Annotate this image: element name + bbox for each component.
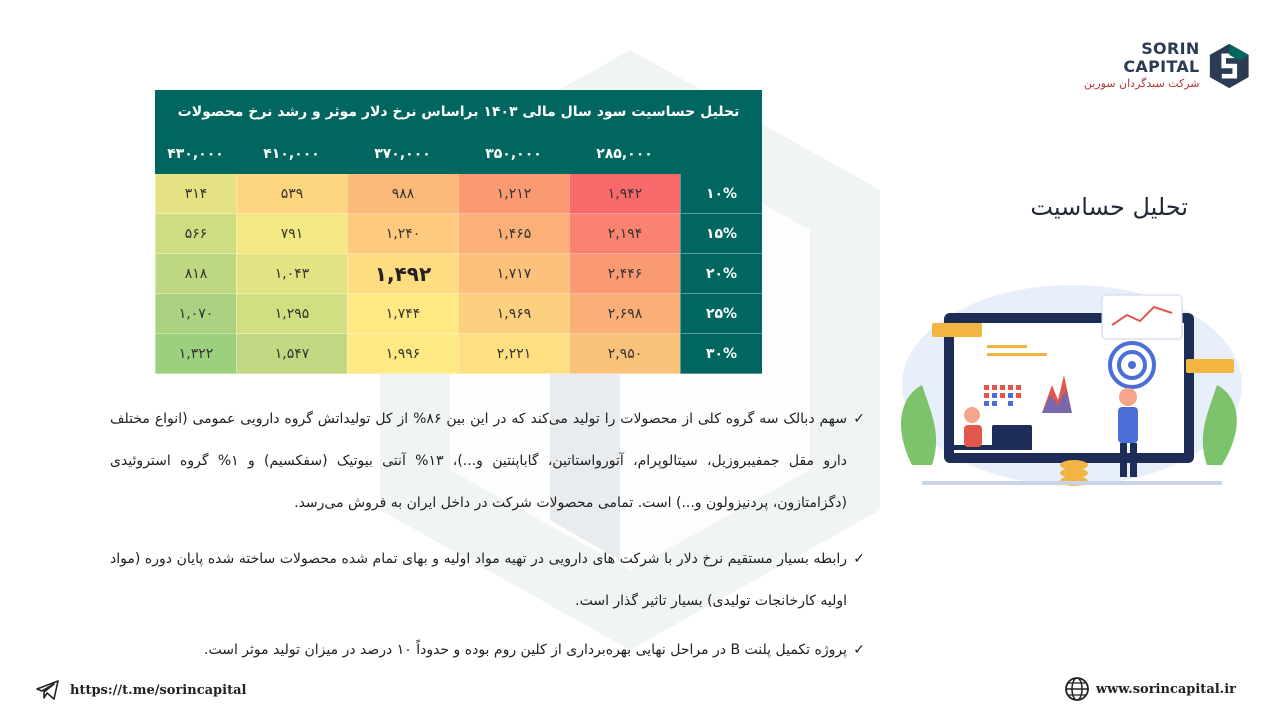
table-cell: ۲,۱۹۴ <box>569 214 680 254</box>
table-cell: ۸۱۸ <box>155 254 236 294</box>
table-header <box>155 134 762 174</box>
bullet-text: سهم دبالک سه گروه کلی از محصولات را تولید می‌کند که در این بین ۸۶% از کل تولیداتش گروه دارویی عمومی (انواع مختلف دارو مقل جمفیبروزیل، سیتالوپرام، آتورواستاتین، گاباپنتین و...)، ۱۳% آنتی بیوتیک (سفکسیم) و ۱% گروه استروئیدی (دگزامتازون، پردنیزولون و...) است. تمامی محصولات شرکت در داخل ایران به فروش می‌رسد. <box>110 411 847 511</box>
table-cell: ۱,۹۶۹ <box>458 294 569 334</box>
column-header: ۳۵۰,۰۰۰ <box>485 146 542 162</box>
row-rate: ۲۰% <box>680 254 762 294</box>
sorin-logo-icon <box>1208 40 1250 92</box>
table-cell: ۱,۴۶۵ <box>458 214 569 254</box>
table-cell: ۵۳۹ <box>236 174 347 214</box>
globe-icon <box>1064 676 1090 702</box>
brand-subtitle: شرکت سبدگردان سورین <box>1083 77 1200 90</box>
table-row <box>155 334 762 374</box>
table-cell: ۲,۹۵۰ <box>569 334 680 374</box>
row-rate: ۱۰% <box>680 174 762 214</box>
website-url[interactable]: www.sorincapital.ir <box>1095 681 1236 697</box>
table-cell: ۱,۲۱۲ <box>458 174 569 214</box>
brand-name: SORIN CAPITAL <box>1123 39 1200 76</box>
sensitivity-table <box>155 90 762 374</box>
header-corner <box>680 134 762 174</box>
table-cell: ۷۹۱ <box>236 214 347 254</box>
brand-logo <box>1070 38 1250 94</box>
table-cell: ۱,۴۹۲ <box>347 254 458 294</box>
bullet-item <box>110 636 865 664</box>
telegram-icon <box>36 680 60 700</box>
row-rate: ۳۰% <box>680 334 762 374</box>
checkmark-icon: ✓ <box>853 642 865 658</box>
analytics-illustration <box>892 275 1250 495</box>
table-cell: ۱,۹۹۶ <box>347 334 458 374</box>
table-title: تحلیل حساسیت سود سال مالی ۱۴۰۳ براساس نرخ دلار موثر و رشد نرخ محصولات <box>155 90 762 134</box>
checkmark-icon: ✓ <box>853 411 865 427</box>
column-header: ۲۸۵,۰۰۰ <box>596 146 653 162</box>
table-cell: ۱,۷۴۴ <box>347 294 458 334</box>
table-row <box>155 294 762 334</box>
table-cell: ۲,۶۹۸ <box>569 294 680 334</box>
table-cell: ۱,۷۱۷ <box>458 254 569 294</box>
table-cell: ۱,۰۴۳ <box>236 254 347 294</box>
row-rate: ۱۵% <box>680 214 762 254</box>
bullet-text: رابطه بسیار مستقیم نرخ دلار با شرکت های دارویی در تهیه مواد اولیه و بهای تمام شده محصولات ساخته شده پایان دوره (مواد اولیه کارخانجات تولیدی) بسیار تاثیر گذار است. <box>110 551 847 609</box>
table-cell: ۱,۵۴۷ <box>236 334 347 374</box>
section-title: تحلیل حساسیت <box>1030 193 1188 221</box>
table-cell: ۱,۲۹۵ <box>236 294 347 334</box>
row-rate: ۲۵% <box>680 294 762 334</box>
table-row <box>155 254 762 294</box>
table-cell: ۹۸۸ <box>347 174 458 214</box>
telegram-url[interactable]: https://t.me/sorincapital <box>70 682 247 698</box>
column-header: ۳۷۰,۰۰۰ <box>374 146 431 162</box>
bullet-item <box>110 398 865 524</box>
bullet-text: پروژه تکمیل پلنت B در مراحل نهایی بهره‌برداری از کلین روم بوده و حدوداً ۱۰ درصد در میزان تولید موثر است. <box>204 642 847 658</box>
column-header: ۴۱۰,۰۰۰ <box>263 146 320 162</box>
table-cell: ۲,۴۴۶ <box>569 254 680 294</box>
table-cell: ۳۱۴ <box>155 174 236 214</box>
table-cell: ۱,۳۲۲ <box>155 334 236 374</box>
table-cell: ۲,۲۲۱ <box>458 334 569 374</box>
table-cell: ۱,۲۴۰ <box>347 214 458 254</box>
website-link[interactable] <box>1064 676 1236 702</box>
table-row <box>155 174 762 214</box>
table-cell: ۵۶۶ <box>155 214 236 254</box>
table-cell: ۱,۹۴۲ <box>569 174 680 214</box>
table-row <box>155 214 762 254</box>
table-body <box>155 174 762 374</box>
table-cell: ۱,۰۷۰ <box>155 294 236 334</box>
telegram-link[interactable] <box>36 680 246 700</box>
bullet-list <box>110 398 865 678</box>
checkmark-icon: ✓ <box>853 551 865 567</box>
column-header: ۴۳۰,۰۰۰ <box>167 146 224 162</box>
bullet-item <box>110 538 865 622</box>
